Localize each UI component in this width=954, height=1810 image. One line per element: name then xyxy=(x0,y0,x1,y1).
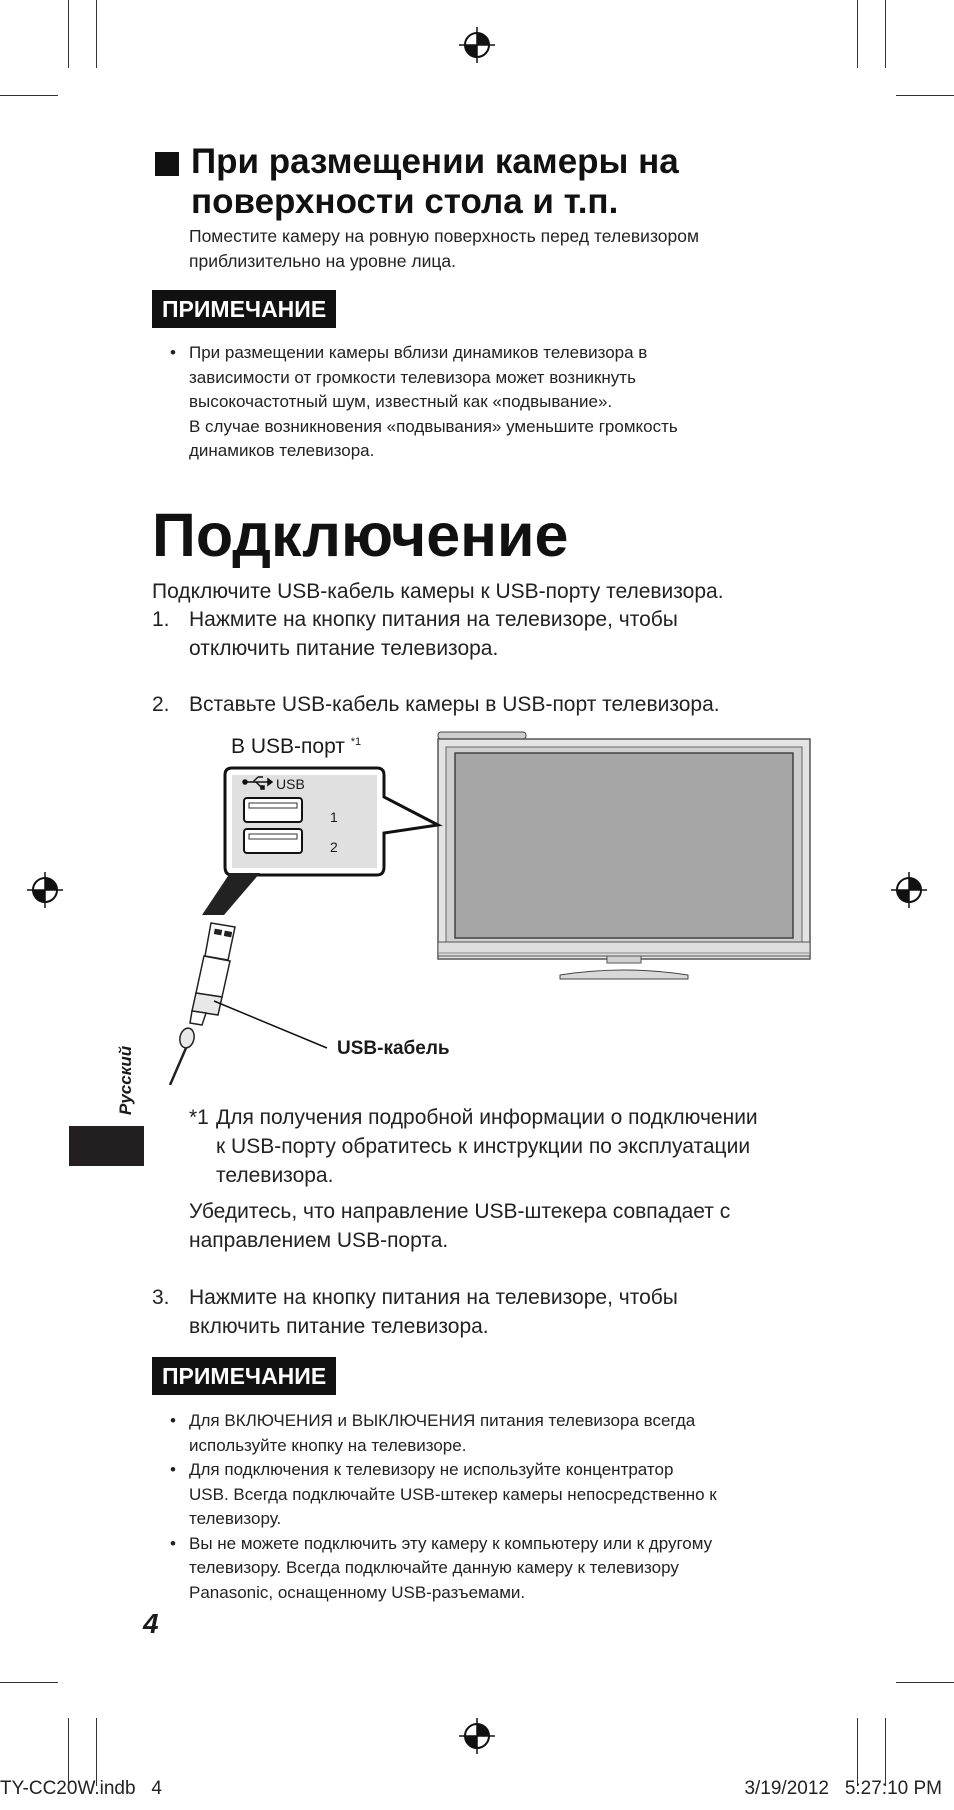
insert-arrow-icon xyxy=(202,873,260,915)
port-label-footnote-marker: *1 xyxy=(350,736,362,748)
text-line: USB. Всегда подключайте USB-штекер камеры непосредственно к xyxy=(189,1484,717,1504)
text-line: • При размещении камеры вблизи динамиков телевизора в xyxy=(189,343,648,362)
text-line: • Для подключения к телевизору не используйте концентратор xyxy=(189,1460,674,1479)
text-line: приблизительно на уровне лица. xyxy=(189,251,457,271)
text-line: зависимости от громкости телевизора может возникнуть xyxy=(189,367,636,387)
text-line: Нажмите на кнопку питания на телевизоре, чтобы xyxy=(189,1286,678,1309)
connection-intro: Подключите USB-кабель камеры к USB-порту телевизора. xyxy=(152,580,724,603)
text-line: телевизора. xyxy=(216,1164,334,1187)
square-bullet-icon xyxy=(155,152,179,176)
section-heading-line: При размещении камеры на xyxy=(191,142,679,181)
tv-screen xyxy=(455,753,793,938)
registration-target-icon xyxy=(889,870,929,910)
text-line: телевизору. Всегда подключайте данную камеру к телевизору xyxy=(189,1558,679,1577)
usb-text: USB xyxy=(276,776,305,792)
footer-file-text: TY-CC20W.indb 4 xyxy=(0,1778,162,1799)
note-list xyxy=(168,1409,838,1605)
note-list xyxy=(168,341,828,464)
registration-target-icon xyxy=(457,25,497,65)
section-text xyxy=(189,224,809,274)
note-item xyxy=(168,1532,838,1606)
footer-file xyxy=(0,1778,162,1800)
footer-datetime-text: 3/19/2012 5:27:10 PM xyxy=(744,1778,942,1799)
port-label-text: В USB-порт xyxy=(231,735,345,758)
registration-target-icon xyxy=(457,1716,497,1756)
cable-label: USB-кабель xyxy=(337,1038,450,1059)
text-line: • Для ВКЛЮЧЕНИЯ и ВЫКЛЮЧЕНИЯ питания телевизора всегда xyxy=(189,1411,696,1430)
registration-target-icon xyxy=(25,870,65,910)
text-line: Panasonic, оснащенному USB-разъемами. xyxy=(189,1582,526,1602)
language-tab-label xyxy=(110,1035,150,1115)
note-label xyxy=(152,295,336,323)
step-number: 1. xyxy=(152,608,170,631)
page-number: 4 xyxy=(143,1608,159,1639)
text-line: высокочастотный шум, известный как «подвывание». xyxy=(189,392,613,411)
note-item xyxy=(168,1458,838,1532)
language-tab-block xyxy=(69,1126,144,1166)
page-title: Подключение xyxy=(152,501,569,569)
diagram-graphic xyxy=(152,725,822,1085)
text-line: направлением USB-порта. xyxy=(189,1229,449,1252)
direction-note xyxy=(189,1197,849,1255)
language-text: Русский xyxy=(116,1045,135,1115)
note-label xyxy=(152,1362,336,1390)
note-item xyxy=(168,1409,838,1458)
tv-illustration xyxy=(438,732,810,979)
text-line: к USB-порту обратитесь к инструкции по эксплуатации xyxy=(216,1135,751,1158)
text-line: Для получения подробной информации о подключении xyxy=(216,1106,758,1129)
text-line: динамиков телевизора. xyxy=(189,441,375,460)
section-heading-line: поверхности стола и т.п. xyxy=(191,182,619,221)
text-line: Убедитесь, что направление USB-штекера совпадает с xyxy=(189,1200,731,1223)
text-line: используйте кнопку на телевизоре. xyxy=(189,1435,467,1455)
text-line: включить питание телевизора. xyxy=(189,1315,489,1338)
usb-plug-icon xyxy=(170,923,235,1085)
note-label-text: ПРИМЕЧАНИЕ xyxy=(152,290,336,328)
text-line: Нажмите на кнопку питания на телевизоре, чтобы xyxy=(189,608,678,631)
footnote-marker: *1 xyxy=(189,1106,209,1129)
text-line: Поместите камеру на ровную поверхность перед телевизором xyxy=(189,226,700,246)
port-number: 2 xyxy=(330,839,338,855)
text-line: • Вы не можете подключить эту камеру к компьютеру или к другому xyxy=(189,1533,713,1553)
text-line: телевизору. xyxy=(189,1509,282,1528)
footer-datetime xyxy=(744,1778,942,1800)
note-label-text: ПРИМЕЧАНИЕ xyxy=(152,1357,336,1395)
note-item xyxy=(168,341,828,464)
text-line: В случае возникновения «подвывания» уменьшите громкость xyxy=(189,416,678,436)
text-line: отключить питание телевизора. xyxy=(189,637,499,660)
usb-connection-diagram xyxy=(152,725,822,1085)
port-label xyxy=(231,735,361,759)
port-number: 1 xyxy=(330,809,338,825)
step-number: 3. xyxy=(152,1286,170,1309)
text-line: Вставьте USB-кабель камеры в USB-порт телевизора. xyxy=(189,693,720,716)
step-number: 2. xyxy=(152,693,170,716)
